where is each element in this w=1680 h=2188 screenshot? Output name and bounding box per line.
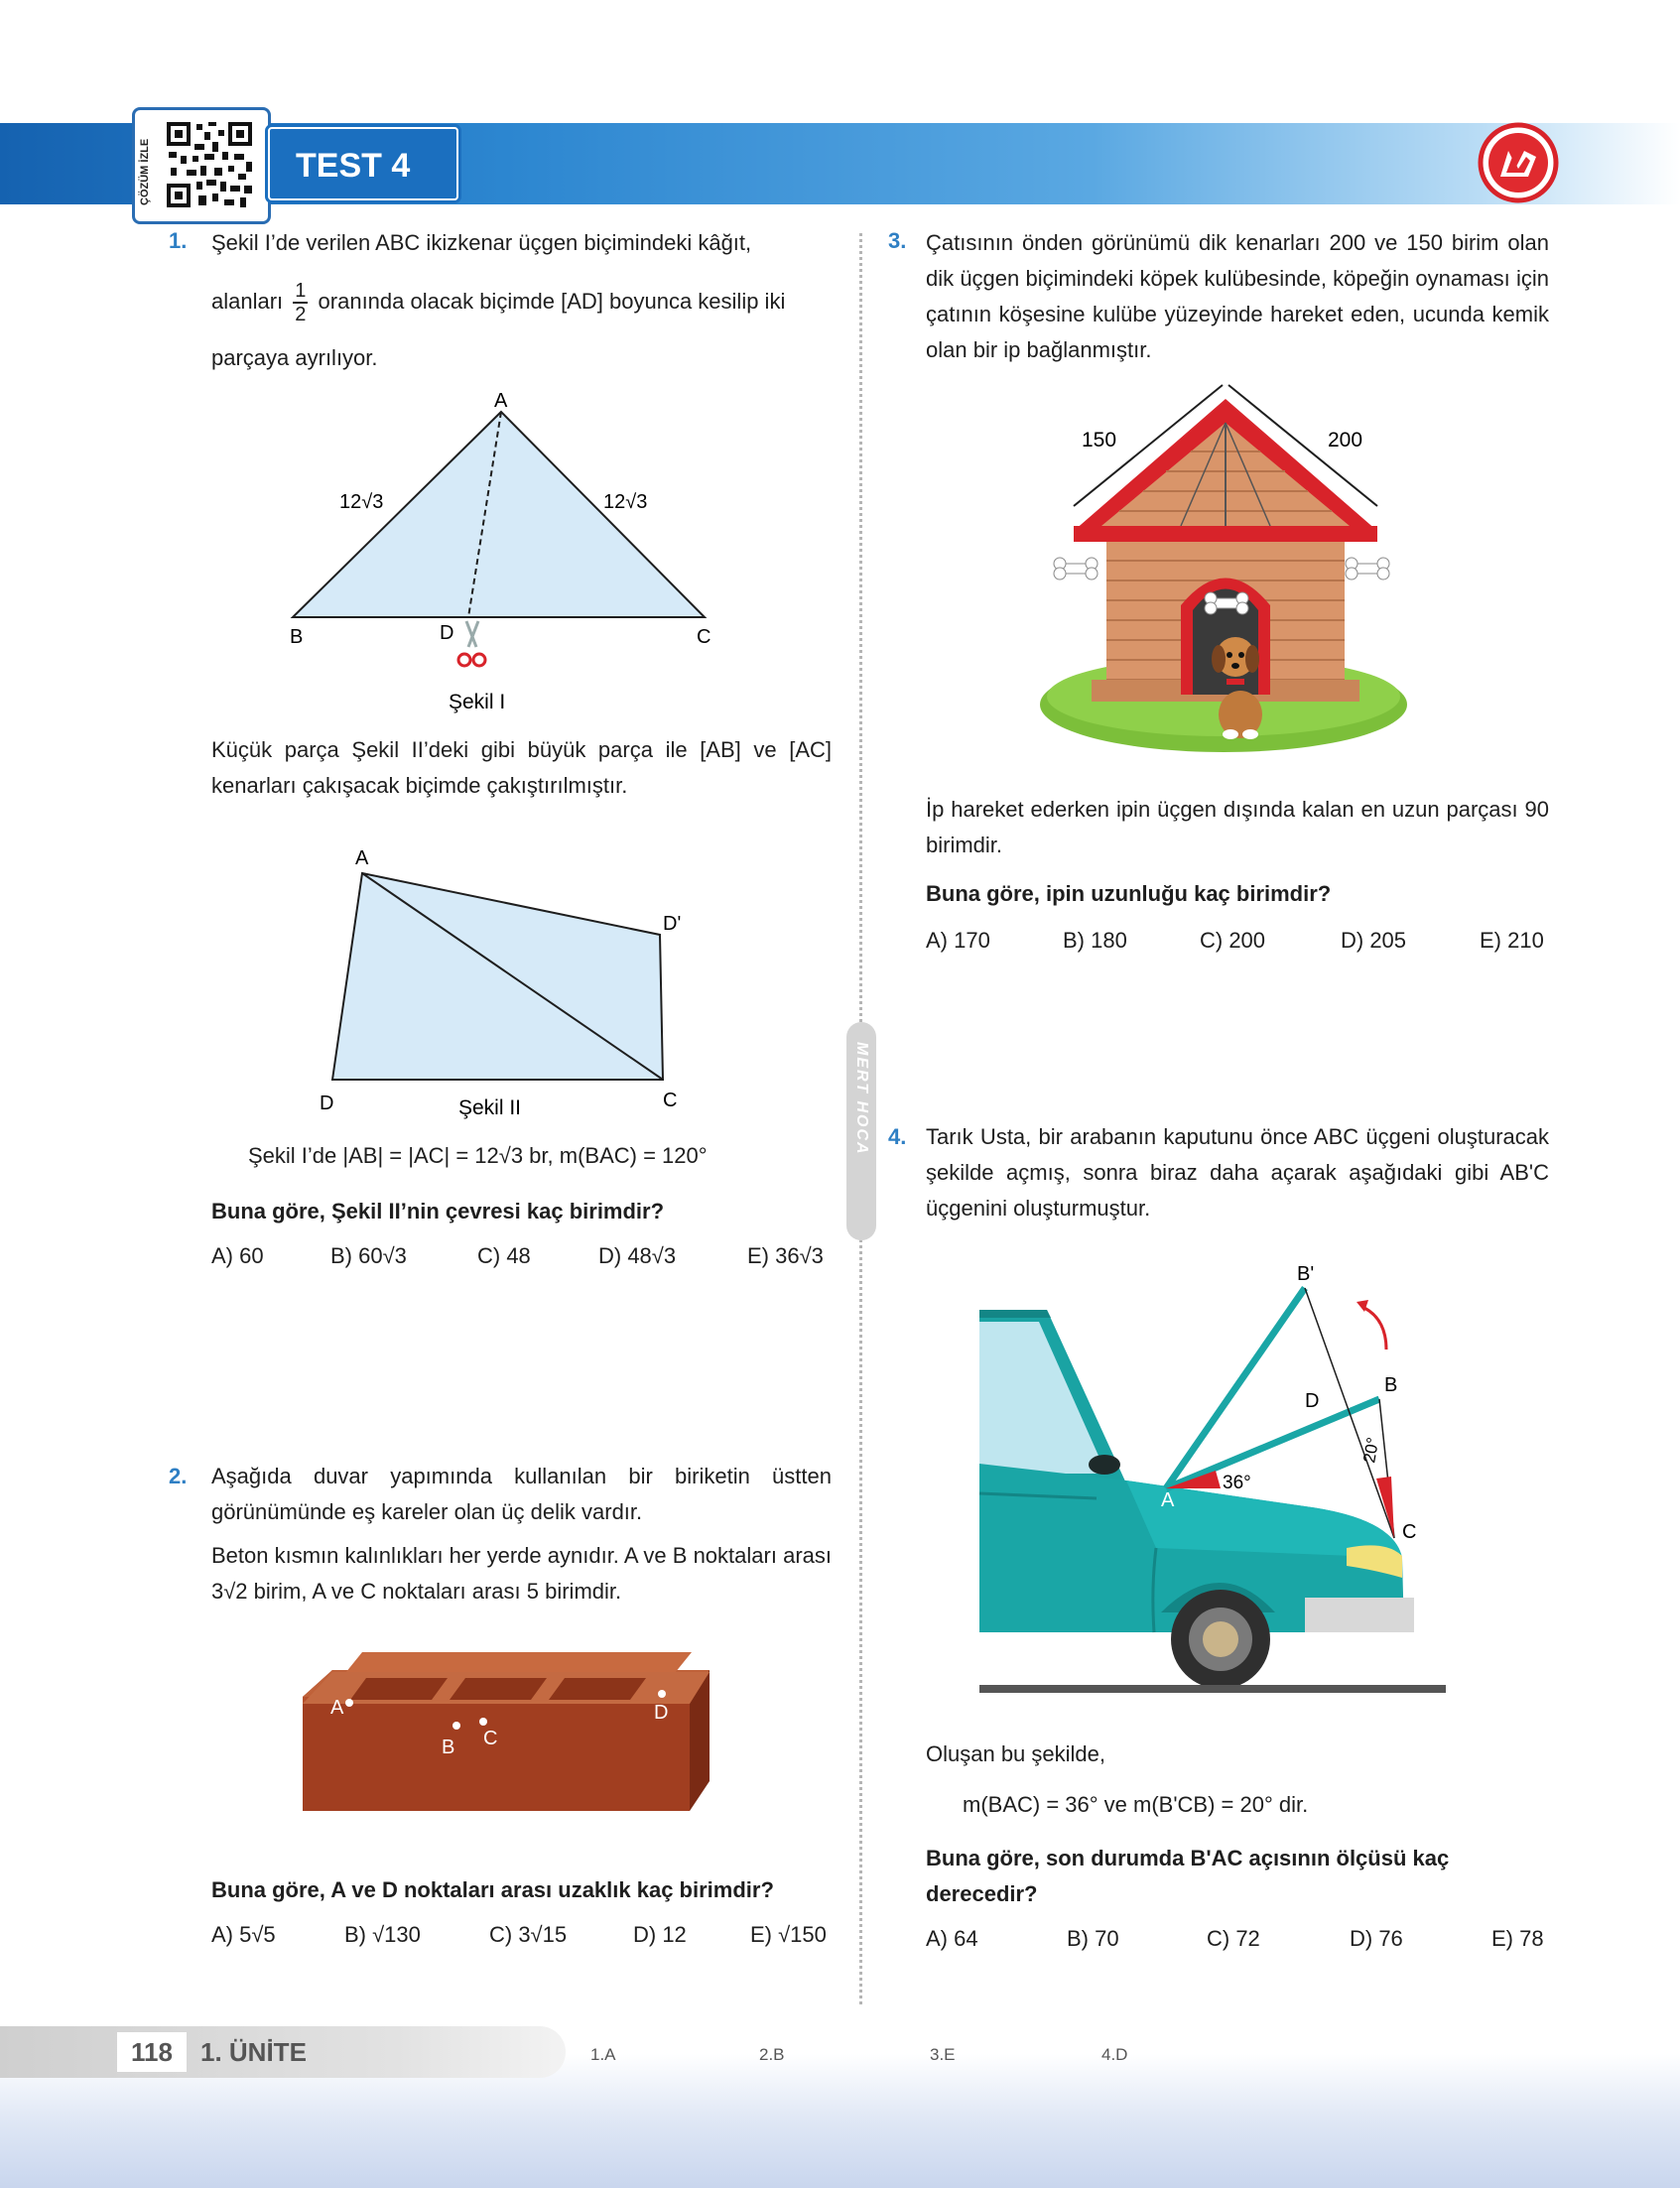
q1-figure-2	[308, 838, 705, 1126]
fig1-label-d: D	[440, 622, 454, 644]
ground	[979, 1685, 1446, 1693]
q1-intro-line3: parçaya ayrılıyor.	[211, 345, 378, 370]
q1-fraction	[293, 280, 308, 325]
label-200: 200	[1328, 429, 1363, 451]
q4-option-d[interactable]: D) 76	[1350, 1926, 1403, 1951]
answer-key-3: 3.E	[930, 2045, 956, 2064]
q4-given: m(BAC) = 36° ve m(B'CB) = 20° dir.	[963, 1792, 1309, 1817]
bone-icon-left	[1054, 558, 1098, 579]
fig2-caption: Şekil II	[458, 1096, 522, 1119]
q3-text1: Çatısının önden görünümü dik kenarları 200 ve 150 birim olan dik üçgen biçimindeki köpek kulübesinde, köpeğin oynaması için çatının köşesine kulübe yüzeyinde hareket eden, ucunda kemik olan bir ip bağlanmıştır.	[926, 230, 1549, 362]
q3-option-a[interactable]: A) 170	[926, 928, 990, 953]
car-angle-36: 36°	[1223, 1473, 1251, 1493]
q1-option-a[interactable]: A) 60	[211, 1243, 264, 1268]
q3-option-b[interactable]: B) 180	[1063, 928, 1127, 953]
brick-body	[303, 1704, 690, 1811]
fig2-label-d-prime: D'	[663, 913, 682, 935]
fig1-label-b: B	[290, 626, 304, 648]
brick-label-b: B	[442, 1737, 455, 1758]
fig2-label-a: A	[355, 847, 369, 869]
q1-number: 1.	[169, 228, 188, 253]
solution-badge	[137, 124, 161, 207]
q4-text1: Tarık Usta, bir arabanın kaputunu önce ABC üçgeni oluşturacak şekilde açmış, sonra biraz daha açarak aşağıdaki gibi AB'C üçgenini oluşturmuştur.	[926, 1124, 1549, 1221]
qr-code-icon	[165, 120, 254, 209]
brick-label-a: A	[330, 1697, 344, 1719]
q1-option-c[interactable]: C) 48	[477, 1243, 531, 1268]
q1-question: Buna göre, Şekil II’nin çevresi kaç birimdir?	[211, 1199, 665, 1223]
q2-option-c[interactable]: C) 3√15	[489, 1922, 568, 1947]
q3-option-c[interactable]: C) 200	[1200, 928, 1266, 953]
brick-label-d: D	[654, 1702, 669, 1724]
q1-intro-line1: Şekil I’de verilen ABC ikizkenar üçgen biçimindeki kâğıt,	[211, 230, 752, 255]
qr-code-box[interactable]	[132, 107, 271, 224]
q1-fraction-num: 1	[295, 280, 307, 303]
q3-question: Buna göre, ipin uzunluğu kaç birimdir?	[926, 881, 1332, 906]
point-b	[452, 1722, 460, 1730]
q4-car-figure	[977, 1250, 1454, 1712]
publisher-logo-icon	[1477, 121, 1560, 204]
fig1-label-a: A	[494, 390, 508, 412]
q2-number: 2.	[169, 1464, 188, 1488]
q4-option-c[interactable]: C) 72	[1207, 1926, 1260, 1951]
fig1-caption: Şekil I	[449, 691, 506, 713]
car-angle-20: 20°	[1359, 1436, 1383, 1465]
q1-option-e[interactable]: E) 36√3	[747, 1243, 824, 1268]
point-c	[479, 1718, 487, 1726]
side-watermark-tag	[846, 1022, 876, 1240]
q1-intro-line2	[211, 272, 832, 331]
q4-option-e[interactable]: E) 78	[1491, 1926, 1544, 1951]
car-label-a: A	[1161, 1489, 1175, 1511]
q1-middle-text: Küçük parça Şekil II’deki gibi büyük parça ile [AB] ve [AC] kenarları çakışacak biçimde çakıştırılmıştır.	[211, 737, 832, 798]
q1-figure-1	[278, 387, 734, 724]
q2-question: Buna göre, A ve D noktaları arası uzaklık kaç birimdir?	[211, 1877, 774, 1902]
unit-label: 1. ÜNİTE	[200, 2037, 307, 2067]
point-a	[345, 1699, 353, 1707]
q2-text1: Aşağıda duvar yapımında kullanılan bir biriketin üstten görünümünde eş kareler olan üç delik vardır.	[211, 1464, 832, 1524]
q1-given: Şekil I’de |AB| = |AC| = 12√3 br, m(BAC) = 120°	[248, 1143, 708, 1168]
q4-question: Buna göre, son durumda B'AC açısının ölçüsü kaç derecedir?	[926, 1846, 1450, 1906]
q3-option-e[interactable]: E) 210	[1480, 928, 1544, 953]
car-label-d: D	[1305, 1390, 1320, 1412]
q2-option-e[interactable]: E) √150	[750, 1922, 827, 1947]
fig1-side-ac: 12√3	[603, 491, 648, 513]
q2-option-b[interactable]: B) √130	[344, 1922, 421, 1947]
q2-option-a[interactable]: A) 5√5	[211, 1922, 276, 1947]
q2-option-d[interactable]: D) 12	[633, 1922, 687, 1947]
q4-number: 4.	[888, 1124, 907, 1149]
car-window	[979, 1322, 1106, 1474]
quadrilateral-adcd	[332, 873, 663, 1080]
fig1-label-c: C	[697, 626, 711, 648]
q4-option-b[interactable]: B) 70	[1067, 1926, 1119, 1951]
page-number: 118	[117, 2032, 187, 2072]
answer-key-1: 1.A	[590, 2045, 616, 2064]
bumper	[1305, 1598, 1414, 1632]
q3-number: 3.	[888, 228, 907, 253]
car-label-c: C	[1402, 1521, 1417, 1543]
q3-text2: İp hareket ederken ipin üçgen dışında kalan en uzun parçası 90 birimdir.	[926, 797, 1549, 857]
q1-intro-post: oranında olacak biçimde [AD] boyunca kesilip iki	[318, 289, 786, 314]
q4-option-a[interactable]: A) 64	[926, 1926, 978, 1951]
q1-fraction-den: 2	[295, 304, 307, 326]
fig1-side-ab: 12√3	[339, 491, 384, 513]
bone-icon-right	[1346, 558, 1389, 579]
q1-intro-pre: alanları	[211, 289, 284, 314]
answer-key-4: 4.D	[1101, 2045, 1128, 2064]
q1-option-b[interactable]: B) 60√3	[330, 1243, 407, 1268]
scissors-icon	[458, 621, 485, 666]
roof-eave	[1074, 526, 1377, 542]
point-d	[658, 1690, 666, 1698]
q3-doghouse-figure	[1032, 377, 1409, 764]
car-label-b-prime: B'	[1297, 1263, 1315, 1285]
q2-brick-figure	[293, 1642, 710, 1861]
fig2-label-d: D	[320, 1093, 334, 1114]
fig2-label-c: C	[663, 1090, 678, 1111]
q3-option-d[interactable]: D) 205	[1341, 928, 1407, 953]
label-150: 150	[1082, 429, 1117, 451]
rotation-arrow-icon	[1364, 1308, 1386, 1350]
side-mirror	[1089, 1455, 1120, 1475]
car-label-b: B	[1384, 1374, 1398, 1396]
triangle-abc	[293, 412, 705, 617]
side-watermark-label: MERT HOCA	[853, 1042, 870, 1156]
solution-badge-label: ÇÖZÜM İZLE	[139, 138, 151, 205]
q2-text2: Beton kısmın kalınlıkları her yerde aynıdır. A ve B noktaları arası 3√2 birim, A ve C noktaları arası 5 birimdir.	[211, 1543, 832, 1604]
answer-key-2: 2.B	[759, 2045, 785, 2064]
test-title: TEST 4	[268, 127, 458, 200]
brick-label-c: C	[483, 1728, 498, 1749]
q4-text2: Oluşan bu şekilde,	[926, 1741, 1105, 1766]
q1-option-d[interactable]: D) 48√3	[598, 1243, 677, 1268]
